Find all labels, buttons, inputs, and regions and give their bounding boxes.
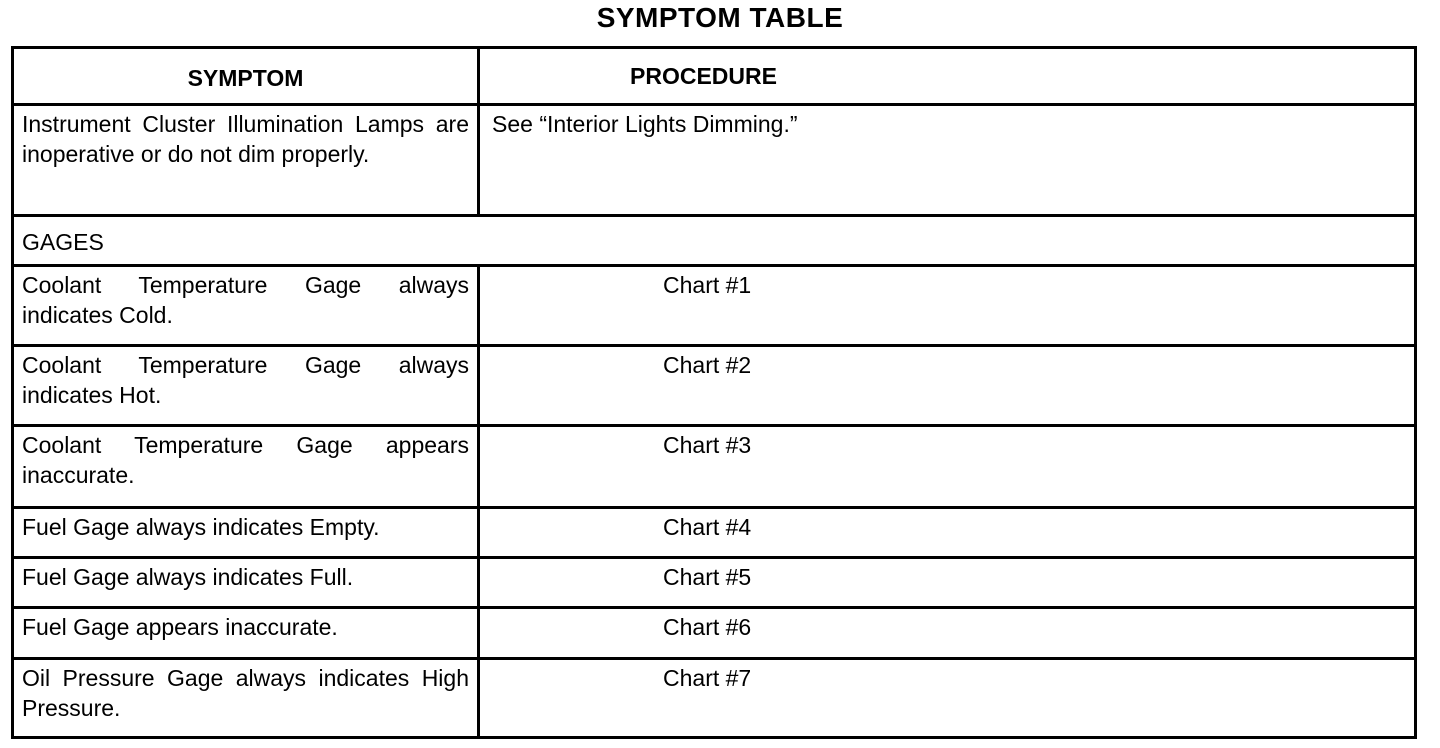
- table-row: [14, 106, 1414, 217]
- procedure-text: Chart #1: [663, 272, 752, 298]
- table-header-row: [14, 49, 1414, 106]
- procedure-text: Chart #2: [663, 352, 752, 378]
- table-row: [14, 509, 1414, 559]
- procedure-cell: [480, 347, 1414, 424]
- page-title: SYMPTOM TABLE: [596, 2, 844, 33]
- symptom-cell: Coolant Temperature Gage appears inaccurate.: [14, 427, 480, 506]
- procedure-text: Chart #5: [663, 564, 752, 590]
- symptom-cell: Fuel Gage always indicates Full.: [14, 559, 480, 606]
- procedure-cell: [480, 427, 1414, 506]
- procedure-column-header: PROCEDURE: [630, 63, 777, 89]
- procedure-cell: [480, 267, 1414, 344]
- table-row: [14, 609, 1414, 660]
- symptom-cell: Coolant Temperature Gage always indicates Cold.: [14, 267, 480, 344]
- table-row: [14, 267, 1414, 347]
- procedure-cell: [480, 609, 1414, 657]
- procedure-cell: [480, 509, 1414, 556]
- procedure-cell: [480, 106, 1414, 214]
- table-row: [14, 347, 1414, 427]
- section-row: [14, 217, 1414, 267]
- procedure-text: See “Interior Lights Dimming.”: [492, 111, 798, 137]
- symptom-cell: Instrument Cluster Illumination Lamps are inoperative or do not dim properly.: [14, 106, 480, 214]
- procedure-text: Chart #6: [663, 614, 752, 640]
- table-row: [14, 559, 1414, 609]
- table-row: [14, 660, 1414, 736]
- symptom-cell: Fuel Gage always indicates Empty.: [14, 509, 480, 556]
- procedure-column-header-cell: [480, 49, 1414, 103]
- procedure-text: Chart #3: [663, 432, 752, 458]
- symptom-cell: Oil Pressure Gage always indicates High Pressure.: [14, 660, 480, 736]
- symptom-cell: Coolant Temperature Gage always indicates Hot.: [14, 347, 480, 424]
- section-label: GAGES: [22, 229, 104, 255]
- symptom-column-header: SYMPTOM: [14, 49, 480, 103]
- procedure-text: Chart #4: [663, 514, 752, 540]
- procedure-cell: [480, 559, 1414, 606]
- symptom-cell: Fuel Gage appears inaccurate.: [14, 609, 480, 657]
- symptom-table: [11, 46, 1417, 739]
- table-row: [14, 427, 1414, 509]
- procedure-cell: [480, 660, 1414, 736]
- procedure-text: Chart #7: [663, 665, 752, 691]
